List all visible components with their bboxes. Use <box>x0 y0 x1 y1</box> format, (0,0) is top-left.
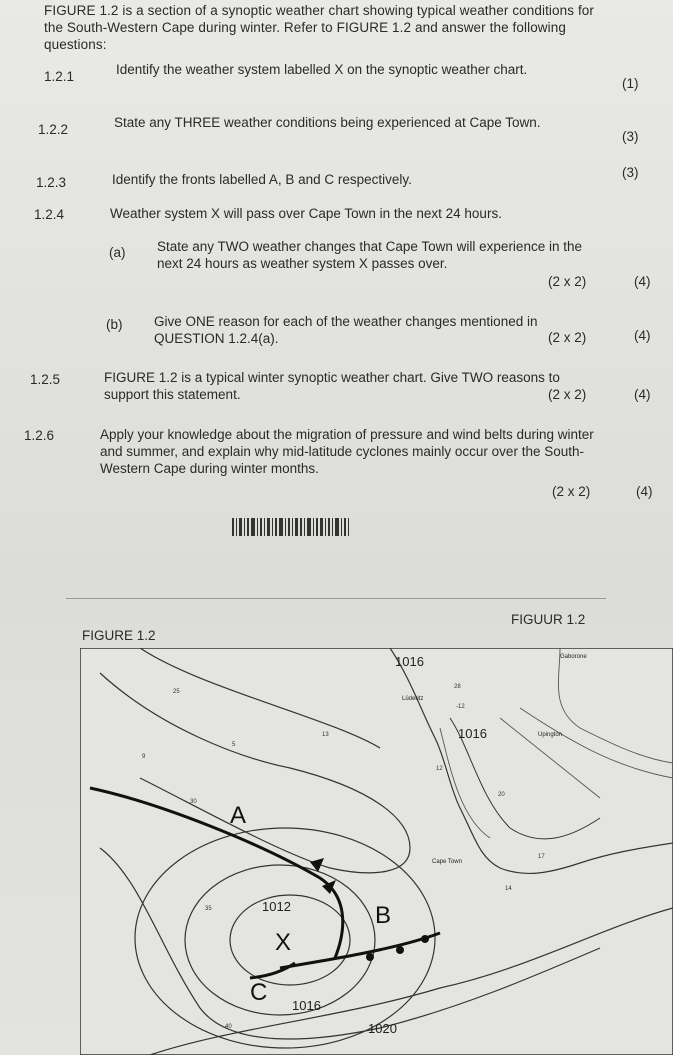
station-value: 14 <box>505 886 512 892</box>
isobar-label: 1020 <box>368 1021 397 1036</box>
question-split: (2 x 2) <box>548 387 587 402</box>
isobar-label: 1016 <box>292 998 321 1013</box>
station-value: -12 <box>456 704 465 710</box>
question-mark: (4) <box>636 484 653 499</box>
figure-label-afrikaans: FIGUUR 1.2 <box>511 612 586 627</box>
question-mark: (4) <box>634 274 651 289</box>
station-value: 20 <box>498 792 505 798</box>
question-number: 1.2.2 <box>38 122 69 137</box>
question-number: 1.2.1 <box>44 69 75 84</box>
station-value: 35 <box>205 906 212 912</box>
place-label: Upington <box>538 732 563 738</box>
question-split: (2 x 2) <box>548 274 587 289</box>
front-label-a: A <box>230 802 247 829</box>
question-split: (2 x 2) <box>548 330 587 345</box>
question-mark: (4) <box>634 387 651 402</box>
divider <box>66 598 606 599</box>
question-number: 1.2.4 <box>34 207 65 222</box>
question-text: FIGURE 1.2 is a typical winter synoptic weather chart. Give TWO reasons to support this statement. <box>104 370 560 402</box>
question-text: Identify the weather system labelled X on the synoptic weather chart. <box>116 62 528 77</box>
intro-text: FIGURE 1.2 is a section of a synoptic weather chart showing typical weather conditions for the South-Western Cape during winter. Refer to FIGURE 1.2 and answer the following questions: <box>44 3 595 52</box>
station-value: 40 <box>225 1024 232 1030</box>
synoptic-map <box>80 648 673 1055</box>
barcode <box>232 518 352 536</box>
front-label-b: B <box>375 902 392 929</box>
question-number: 1.2.5 <box>30 372 61 387</box>
station-value: 17 <box>538 854 545 860</box>
question-number: (b) <box>106 317 123 332</box>
isobar-label: 1016 <box>458 726 487 741</box>
station-value: 12 <box>436 766 443 772</box>
question-mark: (4) <box>634 328 651 343</box>
isobar-label: 1012 <box>262 899 291 914</box>
question-text: State any THREE weather conditions being experienced at Cape Town. <box>114 115 541 130</box>
question-text: Weather system X will pass over Cape Town in the next 24 hours. <box>110 206 502 221</box>
question-split: (2 x 2) <box>552 484 591 499</box>
place-label: Lüderitz <box>402 696 424 702</box>
question-mark: (3) <box>622 129 639 144</box>
question-text: Give ONE reason for each of the weather changes mentioned in QUESTION 1.2.4(a). <box>154 314 538 346</box>
place-label: Gaborone <box>560 654 587 660</box>
question-number: 1.2.6 <box>24 428 55 443</box>
question-text: Identify the fronts labelled A, B and C respectively. <box>112 172 412 187</box>
place-label: Cape Town <box>432 859 462 865</box>
station-value: 28 <box>454 684 461 690</box>
question-number: 1.2.3 <box>36 175 67 190</box>
question-text: State any TWO weather changes that Cape Town will experience in the next 24 hours as weather system X passes over. <box>157 239 582 271</box>
question-mark: (1) <box>622 76 639 91</box>
station-value: 5 <box>232 742 236 748</box>
system-label-x: X <box>275 929 292 956</box>
station-value: 9 <box>142 754 146 760</box>
figure-label-english: FIGURE 1.2 <box>82 628 156 643</box>
question-number: (a) <box>109 245 126 260</box>
question-text: Apply your knowledge about the migration of pressure and wind belts during winter and summer, and explain why mid-latitude cyclones mainly occur over the South-Western Cape during winter months. <box>100 427 594 476</box>
station-value: 30 <box>190 799 197 805</box>
station-value: 13 <box>322 732 329 738</box>
isobar-label: 1016 <box>395 654 424 669</box>
front-label-c: C <box>250 979 268 1006</box>
question-mark: (3) <box>622 165 639 180</box>
station-value: 25 <box>173 689 180 695</box>
